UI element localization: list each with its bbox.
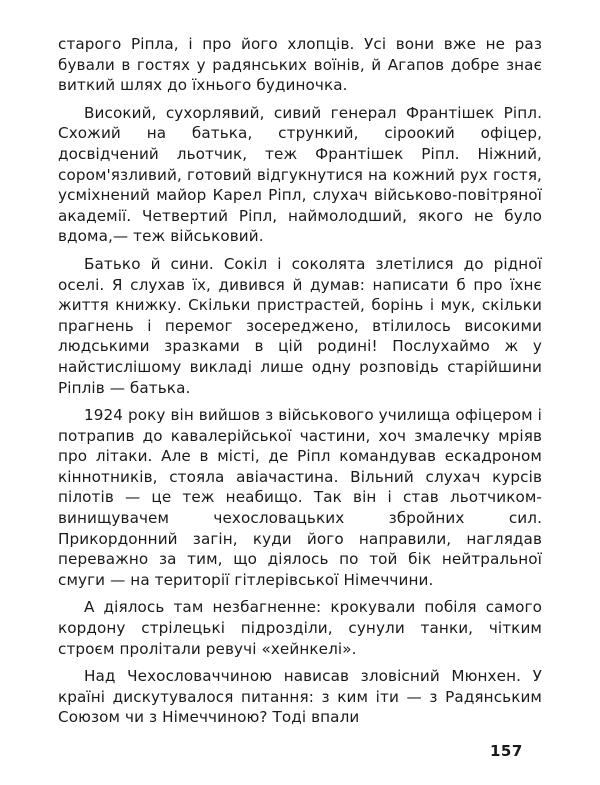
paragraph-5: А діялось там незбагненне: крокували побіля самого кордону стрілецькі підрозділи, сунули танки, чітким строєм пролітали ревучі «хейнкелі». [58, 598, 542, 658]
paragraph-4: 1924 року він вийшов з військового училища офіцером і потрапив до кавалерійської частини, хоч змалечку мріяв про літаки. Але в місті, де Ріпл командував ескадроном кіннотників, стояла авіачастина. Вільний слухач курсів пілотів — це теж неабищо. Так він і став льотчиком-винищувачем чехословацьких збройних сил. Прикордонний загін, куди його направили, наглядав переважно за тим, що діялось по той бік нейтральної смуги — на території гітлерівської Німеччини. [58, 406, 542, 589]
paragraph-2: Високий, сухорлявий, сивий генерал Франтішек Ріпл. Схожий на батька, стрункий, сіроокий офіцер, досвідчений льотчик, теж Франтішек Ріпл. Ніжний, сором'язливий, готовий відгукнутися на кожний рух гостя, усміхнений майор Карел Ріпл, слухач військово-повітряної академії. Четвертий Ріпл, наймолодший, якого не було вдома,— теж військовий. [58, 103, 542, 246]
page-text [58, 34, 542, 735]
paragraph-6: Над Чехословаччиною нависав зловісний Мюнхен. У країні дискутувалося питання: з ким іти — з Радянським Союзом чи з Німеччиною? Тоді впали [58, 667, 542, 727]
paragraph-1: старого Ріпла, і про його хлопців. Усі вони вже не раз бували в гостях у радянських воїнів, й Агапов добре знає виткий шлях до їхнього будиночка. [58, 35, 542, 95]
paragraph-3: Батько й сини. Сокіл і соколята злетілися до рідної оселі. Я слухав їх, дивився й думав: написати б про їхнє життя книжку. Скільки пристрастей, борінь і мук, скільки прагнень і перемог зосереджено, втілилось високими людськими зразками в цій родині! Послухаймо ж у найстислішому викладі лише одну розповідь старійшини Ріплів — батька. [58, 254, 542, 397]
page-number: 157 [490, 742, 523, 760]
